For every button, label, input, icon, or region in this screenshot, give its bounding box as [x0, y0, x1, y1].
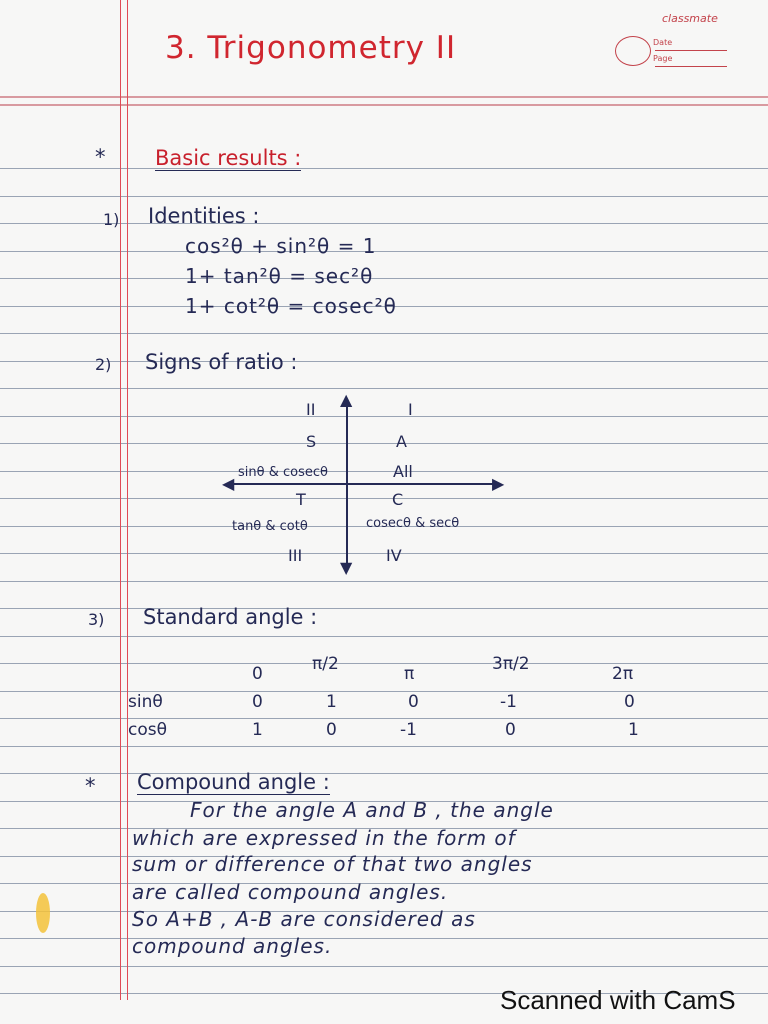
sin-value-2: 0 [408, 692, 419, 712]
standard-heading: Standard angle : [143, 605, 318, 629]
cos-value-2: -1 [400, 720, 417, 740]
identity-line-2: 1+ tan²θ = sec²θ [185, 264, 374, 288]
compound-line-2: which are expressed in the form of [132, 826, 516, 850]
quadrant-4-ratio: cosecθ & secθ [366, 516, 460, 531]
sin-value-0: 0 [252, 692, 263, 712]
basic-star: * [95, 145, 106, 169]
ruled-line [0, 663, 768, 664]
badge-circle [615, 36, 651, 66]
basic-heading: Basic results : [155, 146, 302, 170]
ruled-line [0, 278, 768, 279]
quadrant-4-label: IV [386, 546, 402, 565]
margin-line-right [127, 0, 128, 1000]
quadrant-4-letter: C [392, 490, 404, 509]
ruled-line [0, 96, 768, 98]
page-label: Page [653, 54, 673, 63]
date-line [655, 50, 727, 51]
ruled-line [0, 443, 768, 444]
cos-value-0: 1 [252, 720, 263, 740]
quadrant-2-letter: S [306, 432, 317, 451]
cos-value-1: 0 [326, 720, 337, 740]
ruled-line [0, 691, 768, 692]
signs-number: 2) [95, 355, 112, 374]
page-line [655, 66, 727, 67]
row-cos-label: cosθ [128, 720, 168, 740]
axis-arrow-left-icon: ◀ [222, 474, 235, 493]
row-sin-label: sinθ [128, 692, 163, 712]
axis-arrow-up-icon: ▲ [340, 390, 353, 409]
angle-col-3: 3π/2 [492, 654, 530, 674]
page-title: 3. Trigonometry II [165, 30, 457, 66]
yellow-smudge [36, 893, 50, 933]
cos-value-4: 1 [628, 720, 639, 740]
quadrant-1-ratio: All [393, 462, 413, 481]
angle-col-1: π/2 [312, 654, 339, 674]
compound-star: * [85, 774, 96, 798]
ruled-line [0, 104, 768, 106]
date-page-badge [615, 30, 725, 75]
ruled-line [0, 498, 768, 499]
ruled-line [0, 718, 768, 719]
compound-line-1: For the angle A and B , the angle [190, 798, 554, 822]
brand-logo: classmate [662, 12, 718, 25]
identity-line-3: 1+ cot²θ = cosec²θ [185, 294, 397, 318]
date-label: Date [653, 38, 673, 47]
ruled-line [0, 966, 768, 967]
quadrant-3-ratio: tanθ & cotθ [232, 519, 308, 534]
ruled-line [0, 196, 768, 197]
ruled-line [0, 746, 768, 747]
compound-line-6: compound angles. [132, 934, 333, 958]
ruled-line [0, 608, 768, 609]
angle-col-2: π [404, 664, 415, 684]
ruled-line [0, 361, 768, 362]
angle-col-4: 2π [612, 664, 634, 684]
sin-value-1: 1 [326, 692, 337, 712]
ruled-line [0, 168, 768, 169]
axis-arrow-down-icon: ▼ [340, 558, 353, 577]
quadrant-horizontal-axis [230, 483, 500, 485]
identities-number: 1) [103, 210, 120, 229]
ruled-line [0, 333, 768, 334]
quadrant-3-label: III [288, 546, 303, 565]
identities-heading: Identities : [148, 204, 260, 228]
angle-col-0: 0 [252, 664, 263, 684]
signs-heading: Signs of ratio : [145, 350, 298, 374]
scanner-watermark: Scanned with CamS [500, 985, 736, 1015]
margin-line-left [120, 0, 121, 1000]
quadrant-1-label: I [408, 400, 413, 419]
quadrant-2-ratio: sinθ & cosecθ [238, 465, 328, 480]
axis-arrow-right-icon: ▶ [492, 474, 505, 493]
ruled-line [0, 773, 768, 774]
quadrant-1-letter: A [396, 432, 407, 451]
ruled-line [0, 251, 768, 252]
identity-line-1: cos²θ + sin²θ = 1 [185, 234, 377, 258]
compound-line-3: sum or difference of that two angles [132, 852, 533, 876]
ruled-line [0, 471, 768, 472]
ruled-line [0, 636, 768, 637]
ruled-line [0, 553, 768, 554]
ruled-line [0, 938, 768, 939]
ruled-line [0, 581, 768, 582]
quadrant-2-label: II [306, 400, 316, 419]
ruled-line [0, 388, 768, 389]
standard-number: 3) [88, 610, 105, 629]
quadrant-3-letter: T [296, 490, 306, 509]
ruled-line [0, 416, 768, 417]
sin-value-3: -1 [500, 692, 517, 712]
compound-heading: Compound angle : [137, 770, 330, 794]
compound-line-4: are called compound angles. [132, 880, 449, 904]
compound-line-5: So A+B , A-B are considered as [132, 907, 476, 931]
cos-value-3: 0 [505, 720, 516, 740]
sin-value-4: 0 [624, 692, 635, 712]
